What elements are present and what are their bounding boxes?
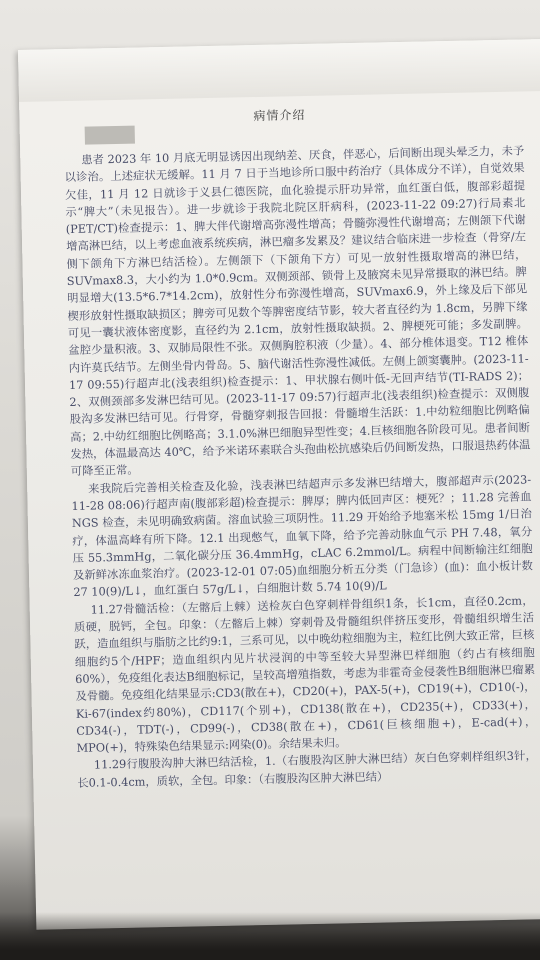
document-page xyxy=(18,39,540,930)
paragraph-lymph-node-biopsy: 11.29行腹股沟肿大淋巴结活检，1.（右腹股沟区肿大淋巴结）灰白色穿刺样组织3针，长0.1-0.4cm，质软，全包。印象：（右腹股沟区肿大淋巴结） xyxy=(77,749,538,790)
document-body xyxy=(64,142,537,791)
paragraph-hospital-course: 来我院后完善相关检查及化验，浅表淋巴结超声示多发淋巴结增大，腹部超声示(2023-11-28 08:06)行超声南(腹部彩超)检查提示：脾厚；脾内低回声区：梗死？；11.28 完善血 NGS 检查，未见明确致病菌。溶血试验三项阴性。11.29 开始给予地塞米松 15mg 1/日治疗，体温高峰有所下降。12.1 出现憋气，血氧下降，给予完善动脉血气示 PH 7.48，氧分压 55.3mmHg，二氧化碳分压 36.4mmHg，cLAC 6.2mmol/L。病程中间断输注红细胞及新鲜冰冻血浆治疗。(2023-12-01 07:05)血细胞分析五分类（门急诊）(血)：血小板计数 27 10(9)/L↓，血红蛋白 57g/L↓，白细胞计数 5.74 10(9)/L xyxy=(71,472,534,600)
page-top-margin xyxy=(18,39,540,102)
paragraph-history: 患者 2023 年 10 月底无明显诱因出现纳差、厌食，伴恶心，后间断出现头晕乏力，未予以诊治。上述症状无缓解。11 月 7 日于当地诊所口服中药治疗（具体成分不详），自觉效果欠佳，11 月 12 日就诊于义县仁德医院，血化验提示肝功异常，血红蛋白低，腹部彩超提示“脾大”（未见报告）。进一步就诊于我院北院区肝病科，(2023-11-22 09:27)行局素北(PET/CT)检查提示：1、脾大伴代谢增高弥漫性增高；骨髓弥漫性代谢增高；左侧颌下代谢增高淋巴结，以上考虑血液系统疾病，淋巴瘤多发累及？建议结合临床进一步检查（骨穿/左侧下颌角下方淋巴结活检）。左侧颌下（下颌角下方）可见一放射性摄取增高的淋巴结，SUVmax8.3，大小约为 1.0*0.9cm。双侧颈部、锁骨上及腋窝未见异常摄取的淋巴结。脾明显增大(13.5*6.7*14.2cm)，放射性分布弥漫性增高，SUVmax6.9，外上缘及后下部见楔形放射性摄取缺损区；脾旁可见数个等脾密度结节影，较大者直径约为 1.8cm，另脾下缘可见一囊状液体密度影，直径约为 2.1cm，放射性摄取缺损。2、脾梗死可能；多发副脾。盆腔少量积液。3、双肺局限性不张。双侧胸腔积液（少量）。4、部分椎体退变。T12 椎体内许莫氏结节。左侧坐骨内骨岛。5、脑代谢活性弥漫性减低。左侧上颌窦囊肿。(2023-11-17 09:55)行超声北(浅表组织)检查提示：1、甲状腺右侧叶低-无回声结节(TI-RADS 2)；2、双侧颈部多发淋巴结可见。(2023-11-17 09:57)行超声北(浅表组织)检查提示：双侧腹股沟多发淋巴结可见。行骨穿，骨髓穿刺报告回报：骨髓增生活跃：1.中幼粒细胞比例略偏高；2.中幼红细胞比例略高；3.1.0%淋巴细胞异型性变；4.巨核细胞各阶段可见。患者间断发热，体温最高达 40℃，给予米诺环素联合头孢曲松抗感染后仍间断发热，口服退热药体温可降至正常。 xyxy=(64,144,531,479)
paragraph-bone-marrow-biopsy: 11.27骨髓活检：（左髂后上棘）送检灰白色穿刺样骨组织1条，长1cm，直径0.2cm，质硬，脱钙，全包。印象：（左髂后上棘）穿刺骨及骨髓组织伴挤压变形，骨髓组织增生活跃，造血组织与脂肪之比约9:1，三系可见，以中晚幼粒细胞为主，粒红比例大致正常，巨核细胞约5个/HPF；造血组织内见片状浸润的中等至较大异型淋巴样细胞（约占有核细胞60%），免疫组化表达B细胞标记，呈较高增殖指数，考虑为非霍奇金侵袭性B细胞淋巴瘤累及骨髓。免疫组化结果显示:CD3(散在+)，CD20(+)，PAX-5(+)，CD19(+)，CD10(-)，Ki-67(index约80%)，CD117(个别+)，CD138(散在+)，CD235(+)，CD33(+)，CD34(-)，TDT(-)，CD99(-)，CD38(散在+)，CD61(巨核细胞+)，E-cad(+)，MPO(+)，特殊染色结果显示:网染(0)。余结果未归。 xyxy=(73,594,537,756)
bottom-shadow xyxy=(0,912,540,960)
redacted-name-block xyxy=(85,126,135,145)
document-title: 病情介绍 xyxy=(253,107,306,124)
